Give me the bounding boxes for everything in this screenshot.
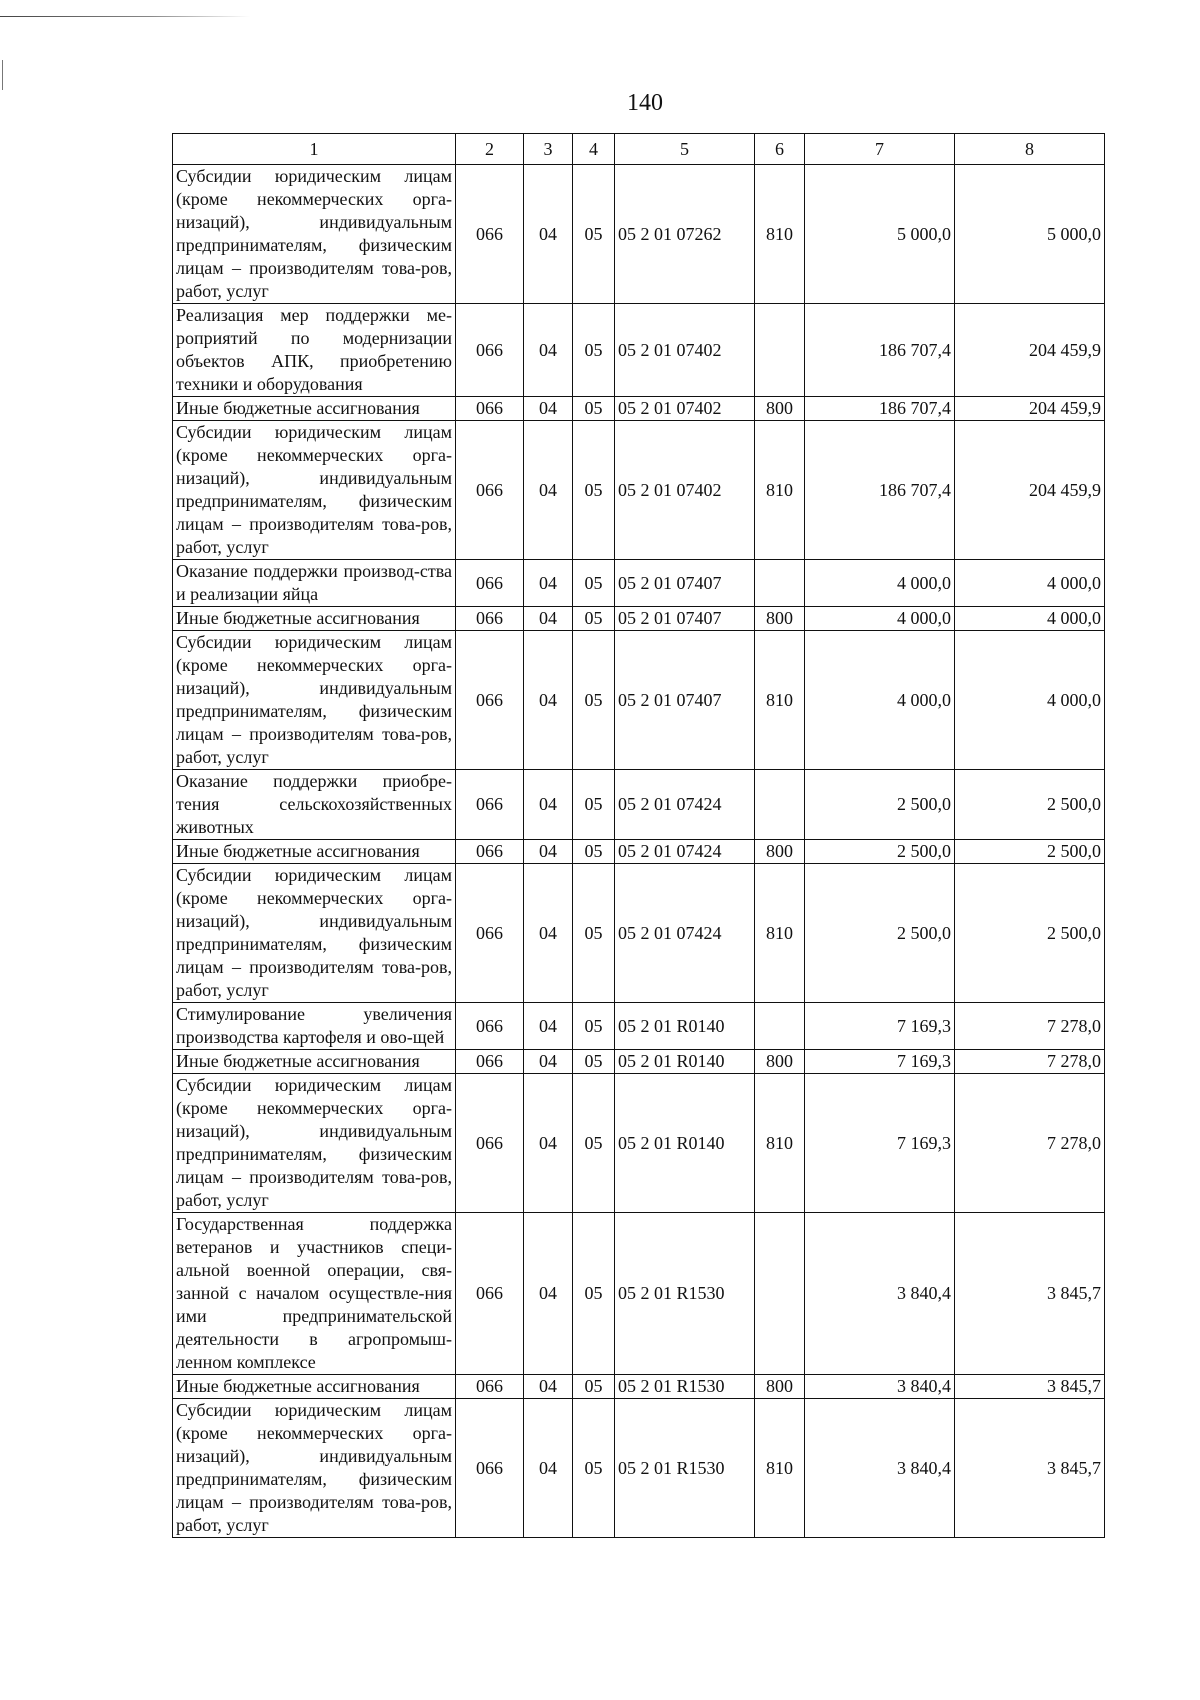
row-name: Субсидии юридическим лицам (кроме некоммерческих орга-низаций), индивидуальным предпринимателям, физическим лицам – производителям това-ров, работ, услуг	[173, 631, 456, 770]
table-row	[173, 631, 1105, 770]
row-pr: 05	[573, 1399, 615, 1538]
row-rz: 04	[524, 1074, 573, 1213]
table-header-row	[173, 134, 1105, 165]
row-sum-2: 7 278,0	[955, 1050, 1105, 1074]
row-sum-1: 7 169,3	[805, 1074, 955, 1213]
table-row	[173, 840, 1105, 864]
row-name: Иные бюджетные ассигнования	[173, 840, 456, 864]
row-rz: 04	[524, 165, 573, 304]
table-row	[173, 397, 1105, 421]
header-col-8: 8	[955, 134, 1105, 165]
row-vr	[755, 1213, 805, 1375]
row-vr	[755, 770, 805, 840]
row-csr: 05 2 01 07424	[615, 770, 755, 840]
table-row	[173, 770, 1105, 840]
row-sum-1: 7 169,3	[805, 1050, 955, 1074]
table-row	[173, 864, 1105, 1003]
row-csr: 05 2 01 07402	[615, 304, 755, 397]
table-row	[173, 1050, 1105, 1074]
row-name: Субсидии юридическим лицам (кроме некоммерческих орга-низаций), индивидуальным предпринимателям, физическим лицам – производителям това-ров, работ, услуг	[173, 864, 456, 1003]
row-name: Иные бюджетные ассигнования	[173, 397, 456, 421]
row-rz: 04	[524, 1213, 573, 1375]
row-rz: 04	[524, 1050, 573, 1074]
row-rz: 04	[524, 421, 573, 560]
row-pr: 05	[573, 397, 615, 421]
row-csr: 05 2 01 07424	[615, 840, 755, 864]
row-sum-2: 2 500,0	[955, 770, 1105, 840]
row-csr: 05 2 01 R1530	[615, 1375, 755, 1399]
header-col-1: 1	[173, 134, 456, 165]
table-row	[173, 560, 1105, 607]
row-sum-1: 3 840,4	[805, 1375, 955, 1399]
row-name: Иные бюджетные ассигнования	[173, 1375, 456, 1399]
row-sum-1: 2 500,0	[805, 864, 955, 1003]
scan-artifact-line	[0, 16, 250, 17]
row-gr: 066	[456, 1003, 524, 1050]
row-pr: 05	[573, 1050, 615, 1074]
row-pr: 05	[573, 304, 615, 397]
row-sum-2: 2 500,0	[955, 840, 1105, 864]
row-vr	[755, 304, 805, 397]
row-sum-1: 4 000,0	[805, 631, 955, 770]
table-row	[173, 165, 1105, 304]
row-name: Субсидии юридическим лицам (кроме некоммерческих орга-низаций), индивидуальным предпринимателям, физическим лицам – производителям това-ров, работ, услуг	[173, 1074, 456, 1213]
row-pr: 05	[573, 1074, 615, 1213]
table-row	[173, 304, 1105, 397]
row-sum-2: 3 845,7	[955, 1399, 1105, 1538]
table-row	[173, 607, 1105, 631]
row-pr: 05	[573, 1375, 615, 1399]
table-row	[173, 1375, 1105, 1399]
table-row	[173, 1399, 1105, 1538]
row-sum-2: 3 845,7	[955, 1375, 1105, 1399]
row-pr: 05	[573, 864, 615, 1003]
row-sum-1: 7 169,3	[805, 1003, 955, 1050]
row-vr	[755, 560, 805, 607]
row-gr: 066	[456, 631, 524, 770]
row-pr: 05	[573, 1003, 615, 1050]
row-name: Оказание поддержки производ-ства и реализации яйца	[173, 560, 456, 607]
header-col-7: 7	[805, 134, 955, 165]
row-vr: 810	[755, 421, 805, 560]
row-csr: 05 2 01 R1530	[615, 1213, 755, 1375]
row-csr: 05 2 01 R0140	[615, 1050, 755, 1074]
row-name: Субсидии юридическим лицам (кроме некоммерческих орга-низаций), индивидуальным предпринимателям, физическим лицам – производителям това-ров, работ, услуг	[173, 1399, 456, 1538]
row-sum-1: 2 500,0	[805, 770, 955, 840]
header-col-3: 3	[524, 134, 573, 165]
budget-table	[172, 133, 1105, 1538]
row-name: Государственная поддержка ветеранов и участников специ-альной военной операции, свя-занной с началом осуществле-ния ими предпринимательской деятельности в агропромыш-ленном комплексе	[173, 1213, 456, 1375]
row-name: Реализация мер поддержки ме-роприятий по модернизации объектов АПК, приобретению техники и оборудования	[173, 304, 456, 397]
row-pr: 05	[573, 770, 615, 840]
row-pr: 05	[573, 607, 615, 631]
row-sum-1: 2 500,0	[805, 840, 955, 864]
row-pr: 05	[573, 840, 615, 864]
row-vr: 810	[755, 631, 805, 770]
row-sum-2: 204 459,9	[955, 304, 1105, 397]
row-rz: 04	[524, 1375, 573, 1399]
row-gr: 066	[456, 560, 524, 607]
row-vr	[755, 1003, 805, 1050]
row-gr: 066	[456, 1399, 524, 1538]
row-csr: 05 2 01 R1530	[615, 1399, 755, 1538]
row-gr: 066	[456, 1074, 524, 1213]
row-sum-2: 2 500,0	[955, 864, 1105, 1003]
row-vr: 800	[755, 1375, 805, 1399]
row-gr: 066	[456, 840, 524, 864]
row-sum-1: 186 707,4	[805, 304, 955, 397]
row-sum-1: 4 000,0	[805, 560, 955, 607]
table-row	[173, 421, 1105, 560]
row-gr: 066	[456, 397, 524, 421]
row-pr: 05	[573, 560, 615, 607]
row-name: Субсидии юридическим лицам (кроме некоммерческих орга-низаций), индивидуальным предпринимателям, физическим лицам – производителям това-ров, работ, услуг	[173, 421, 456, 560]
row-vr: 810	[755, 165, 805, 304]
row-sum-1: 186 707,4	[805, 397, 955, 421]
row-sum-2: 4 000,0	[955, 631, 1105, 770]
header-col-6: 6	[755, 134, 805, 165]
row-rz: 04	[524, 397, 573, 421]
row-gr: 066	[456, 864, 524, 1003]
row-name: Иные бюджетные ассигнования	[173, 607, 456, 631]
row-sum-1: 3 840,4	[805, 1399, 955, 1538]
page-number: 140	[627, 90, 663, 116]
scan-edge-mark	[2, 60, 3, 90]
row-rz: 04	[524, 631, 573, 770]
row-rz: 04	[524, 864, 573, 1003]
row-sum-1: 4 000,0	[805, 607, 955, 631]
row-name: Оказание поддержки приобре-тения сельскохозяйственных животных	[173, 770, 456, 840]
row-rz: 04	[524, 1399, 573, 1538]
row-gr: 066	[456, 304, 524, 397]
table-row	[173, 1074, 1105, 1213]
row-name: Иные бюджетные ассигнования	[173, 1050, 456, 1074]
row-csr: 05 2 01 07262	[615, 165, 755, 304]
header-col-5: 5	[615, 134, 755, 165]
row-pr: 05	[573, 1213, 615, 1375]
row-sum-2: 5 000,0	[955, 165, 1105, 304]
table-row	[173, 1003, 1105, 1050]
row-gr: 066	[456, 1375, 524, 1399]
header-col-2: 2	[456, 134, 524, 165]
row-vr: 810	[755, 1074, 805, 1213]
row-rz: 04	[524, 607, 573, 631]
row-vr: 800	[755, 1050, 805, 1074]
row-sum-2: 7 278,0	[955, 1074, 1105, 1213]
row-rz: 04	[524, 1003, 573, 1050]
row-gr: 066	[456, 770, 524, 840]
row-vr: 800	[755, 840, 805, 864]
row-pr: 05	[573, 421, 615, 560]
row-sum-1: 186 707,4	[805, 421, 955, 560]
row-sum-1: 5 000,0	[805, 165, 955, 304]
row-csr: 05 2 01 R0140	[615, 1003, 755, 1050]
row-rz: 04	[524, 770, 573, 840]
row-gr: 066	[456, 1050, 524, 1074]
row-csr: 05 2 01 07407	[615, 631, 755, 770]
row-sum-2: 4 000,0	[955, 560, 1105, 607]
row-sum-2: 7 278,0	[955, 1003, 1105, 1050]
row-name: Стимулирование увеличения производства картофеля и ово-щей	[173, 1003, 456, 1050]
row-name: Субсидии юридическим лицам (кроме некоммерческих орга-низаций), индивидуальным предпринимателям, физическим лицам – производителям това-ров, работ, услуг	[173, 165, 456, 304]
row-vr: 800	[755, 607, 805, 631]
header-col-4: 4	[573, 134, 615, 165]
row-csr: 05 2 01 R0140	[615, 1074, 755, 1213]
row-vr: 810	[755, 1399, 805, 1538]
row-sum-2: 204 459,9	[955, 397, 1105, 421]
row-gr: 066	[456, 1213, 524, 1375]
row-pr: 05	[573, 165, 615, 304]
row-pr: 05	[573, 631, 615, 770]
row-gr: 066	[456, 607, 524, 631]
row-rz: 04	[524, 840, 573, 864]
row-sum-2: 4 000,0	[955, 607, 1105, 631]
row-vr: 810	[755, 864, 805, 1003]
row-rz: 04	[524, 560, 573, 607]
row-csr: 05 2 01 07407	[615, 607, 755, 631]
row-csr: 05 2 01 07402	[615, 397, 755, 421]
row-sum-1: 3 840,4	[805, 1213, 955, 1375]
row-rz: 04	[524, 304, 573, 397]
row-sum-2: 3 845,7	[955, 1213, 1105, 1375]
row-csr: 05 2 01 07424	[615, 864, 755, 1003]
row-sum-2: 204 459,9	[955, 421, 1105, 560]
row-csr: 05 2 01 07402	[615, 421, 755, 560]
row-csr: 05 2 01 07407	[615, 560, 755, 607]
row-gr: 066	[456, 421, 524, 560]
row-vr: 800	[755, 397, 805, 421]
row-gr: 066	[456, 165, 524, 304]
table-row	[173, 1213, 1105, 1375]
